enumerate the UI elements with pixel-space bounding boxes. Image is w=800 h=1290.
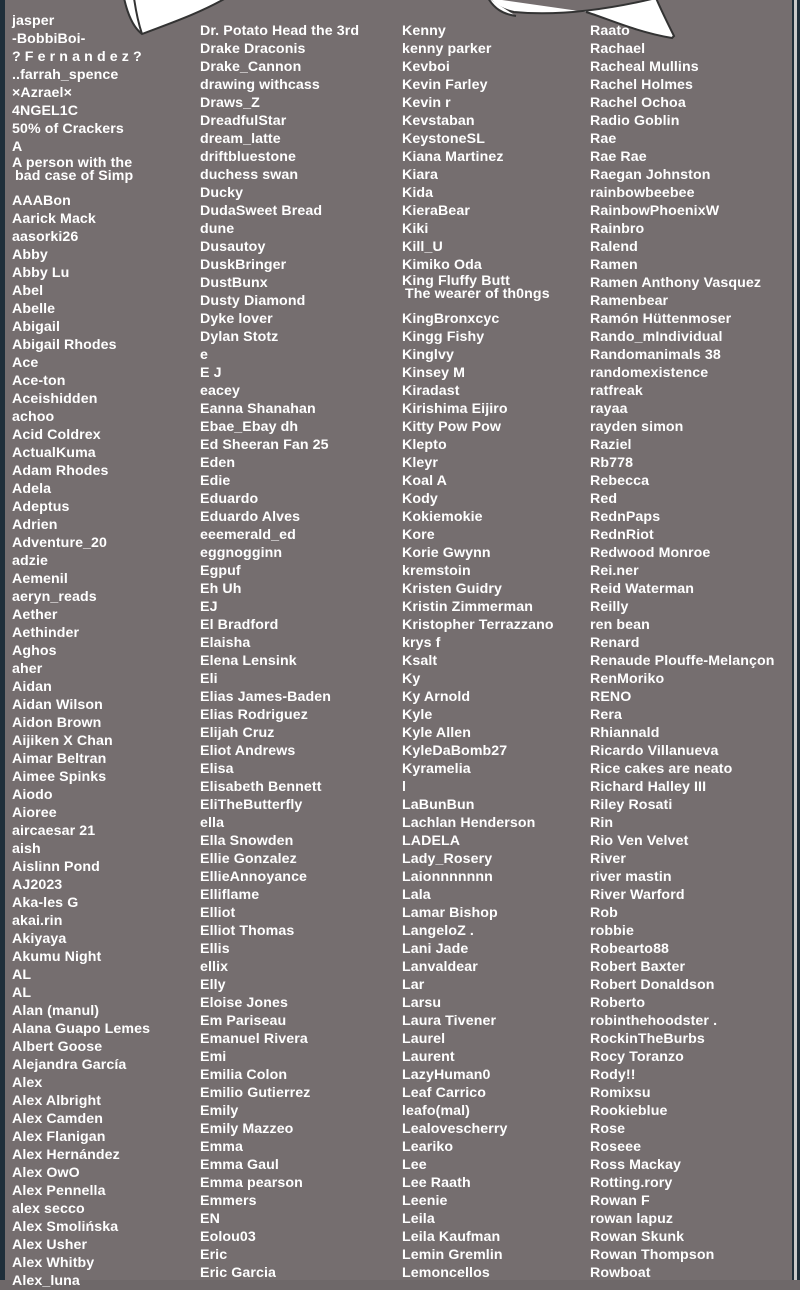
credit-name: Renaude Plouffe-Melançon	[590, 653, 775, 669]
credit-name: Akiyaya	[12, 931, 67, 947]
credit-name: -BobbiBoi-	[12, 31, 86, 47]
credit-name: Laionnnnnnn	[402, 869, 493, 885]
credit-name: Rae Rae	[590, 149, 647, 165]
credit-name: Koal A	[402, 473, 448, 489]
credit-name: adzie	[12, 553, 48, 569]
credit-name: aeryn_reads	[12, 589, 97, 605]
credit-name: Rachael	[590, 41, 646, 57]
credit-name: River	[590, 851, 626, 867]
credit-name: Ebae_Ebay dh	[200, 419, 299, 435]
credit-name: driftbluestone	[200, 149, 296, 165]
credit-name: Aidon Brown	[12, 715, 102, 731]
credit-name: Draws_Z	[200, 95, 260, 111]
credit-name: Aidan	[12, 679, 52, 695]
credit-name: Leariko	[402, 1139, 454, 1155]
credit-name-line-1: A person with the	[12, 155, 133, 171]
credit-name: Eloise Jones	[200, 995, 288, 1011]
credit-name: Kristin Zimmerman	[402, 599, 533, 615]
credit-name: Renard	[590, 635, 640, 651]
credit-name: Rookieblue	[590, 1103, 668, 1119]
credit-name: Kimiko Oda	[402, 257, 482, 273]
credit-name: akai.rin	[12, 913, 63, 929]
credit-name: Kody	[402, 491, 438, 507]
credit-name: Kevin r	[402, 95, 451, 111]
credit-name: Lar	[402, 977, 425, 993]
credit-name: RockinTheBurbs	[590, 1031, 705, 1047]
credit-name: DreadfulStar	[200, 113, 287, 129]
credit-name: Lamar Bishop	[402, 905, 498, 921]
credit-name: Laurent	[402, 1049, 455, 1065]
credit-name: ×Azrael×	[12, 85, 72, 101]
credit-name: Dr. Potato Head the 3rd	[200, 23, 360, 39]
credit-name: Rocy Toranzo	[590, 1049, 684, 1065]
credit-name: Rebecca	[590, 473, 650, 489]
credit-name: Rando_mIndividual	[590, 329, 723, 345]
credit-name: Romixsu	[590, 1085, 651, 1101]
credit-name: Lani Jade	[402, 941, 469, 957]
credit-name: Ricardo Villanueva	[590, 743, 719, 759]
credit-name: Rowan Thompson	[590, 1247, 715, 1263]
credit-name: Kiana Martinez	[402, 149, 504, 165]
credit-name-line-2: The wearer of th0ngs	[405, 286, 550, 302]
credit-name: Eli	[200, 671, 218, 687]
credit-name: aasorki26	[12, 229, 79, 245]
credit-name: Lala	[402, 887, 431, 903]
credit-name: Rachel Holmes	[590, 77, 694, 93]
credit-name: Emilio Gutierrez	[200, 1085, 311, 1101]
credit-name: Emma	[200, 1139, 243, 1155]
credit-name: Ramón Hüttenmoser	[590, 311, 732, 327]
credit-name: 50% of Crackers	[12, 121, 124, 137]
credit-name: Adrien	[12, 517, 58, 533]
credit-name: Elliot	[200, 905, 236, 921]
credit-name: Edie	[200, 473, 231, 489]
credit-name: Lachlan Henderson	[402, 815, 536, 831]
credit-name: Albert Goose	[12, 1039, 103, 1055]
credit-name: Raegan Johnston	[590, 167, 711, 183]
credit-name: Robert Baxter	[590, 959, 686, 975]
credit-name: Adventure_20	[12, 535, 108, 551]
credit-name: Adam Rhodes	[12, 463, 109, 479]
credit-name: Alex Flanigan	[12, 1129, 106, 1145]
credit-name: Dyke lover	[200, 311, 273, 327]
credit-name: ? F e r n a n d e z ?	[12, 49, 142, 65]
credit-name: Ksalt	[402, 653, 438, 669]
credit-name: Kenny	[402, 23, 446, 39]
credit-name: Kinsey M	[402, 365, 466, 381]
credit-name: Aiodo	[12, 787, 53, 803]
credit-name: Aethinder	[12, 625, 80, 641]
credit-name: River Warford	[590, 887, 685, 903]
credit-name: Kinglvy	[402, 347, 454, 363]
credit-name: Aka-les G	[12, 895, 79, 911]
credit-name: Rowboat	[590, 1265, 651, 1281]
credit-name: Eric Garcia	[200, 1265, 277, 1281]
credit-name: DudaSweet Bread	[200, 203, 323, 219]
credit-name: Elisa	[200, 761, 234, 777]
credit-name: Emi	[200, 1049, 227, 1065]
credit-name: river mastin	[590, 869, 672, 885]
credit-name: Ralend	[590, 239, 638, 255]
credit-name: EliTheButterfly	[200, 797, 303, 813]
credit-name: Lee Raath	[402, 1175, 471, 1191]
credit-name: RENO	[590, 689, 632, 705]
credit-name: Elisabeth Bennett	[200, 779, 322, 795]
credit-name: drawing withcass	[200, 77, 320, 93]
credit-name: Eric	[200, 1247, 228, 1263]
credit-name: Lady_Rosery	[402, 851, 493, 867]
credit-name: RenMoriko	[590, 671, 665, 687]
credits-column-3	[402, 22, 554, 1282]
credit-name: Riley Rosati	[590, 797, 673, 813]
credit-name: Redwood Monroe	[590, 545, 711, 561]
credit-name: Lealovescherry	[402, 1121, 508, 1137]
credit-name: Lemoncellos	[402, 1265, 490, 1281]
credit-name: Aidan Wilson	[12, 697, 103, 713]
credit-name: Ellis	[200, 941, 230, 957]
credit-name: Ky	[402, 671, 421, 687]
credit-name: Elijah Cruz	[200, 725, 275, 741]
credit-name: duchess swan	[200, 167, 299, 183]
credit-name: Kyramelia	[402, 761, 471, 777]
credit-name: RednPaps	[590, 509, 661, 525]
credit-name: Kiara	[402, 167, 438, 183]
credit-name: Rhiannald	[590, 725, 660, 741]
credit-name: Abigail	[12, 319, 60, 335]
credit-name: Emily Mazzeo	[200, 1121, 294, 1137]
credit-name: Kevboi	[402, 59, 450, 75]
credit-name: Korie Gwynn	[402, 545, 491, 561]
credit-name: eggnogginn	[200, 545, 283, 561]
credit-name: Ella Snowden	[200, 833, 294, 849]
credit-name: rainbowbeebee	[590, 185, 695, 201]
credit-name: Emily	[200, 1103, 239, 1119]
credit-name: Ellie Gonzalez	[200, 851, 297, 867]
credit-name: Larsu	[402, 995, 442, 1011]
credit-name: Leenie	[402, 1193, 448, 1209]
credit-name: Kleyr	[402, 455, 438, 471]
credit-name: Acid Coldrex	[12, 427, 101, 443]
credit-name: Lee	[402, 1157, 427, 1173]
credit-name: Rotting.rory	[590, 1175, 673, 1191]
credit-name: Aijiken X Chan	[12, 733, 113, 749]
credit-name: EN	[200, 1211, 220, 1227]
credit-name: Roberto	[590, 995, 646, 1011]
credit-name: leafo(mal)	[402, 1103, 471, 1119]
credit-name: Elly	[200, 977, 226, 993]
credit-name: e	[200, 347, 208, 363]
credit-name: Elliflame	[200, 887, 260, 903]
credit-name: Kevstaban	[402, 113, 475, 129]
credit-name: Ace	[12, 355, 39, 371]
credit-name: AJ2023	[12, 877, 63, 893]
credit-name: Rera	[590, 707, 622, 723]
credit-name: Lanvaldear	[402, 959, 478, 975]
credit-name: LangeloZ .	[402, 923, 474, 939]
credit-name: l	[402, 779, 407, 795]
credit-name: Rob	[590, 905, 618, 921]
credit-name: Roseee	[590, 1139, 642, 1155]
credit-name: Elias James-Baden	[200, 689, 332, 705]
credit-name: Drake Draconis	[200, 41, 306, 57]
credit-name: Rb778	[590, 455, 634, 471]
credit-name: KyleDaBomb27	[402, 743, 508, 759]
credit-name: rowan lapuz	[590, 1211, 674, 1227]
left-border	[0, 0, 5, 1280]
credit-name: EJ	[200, 599, 218, 615]
credit-name: Rae	[590, 131, 617, 147]
credit-name: Elias Rodriguez	[200, 707, 308, 723]
credit-name: Ace-ton	[12, 373, 66, 389]
credit-name: Rei.ner	[590, 563, 639, 579]
credit-name: E J	[200, 365, 222, 381]
credit-name: Robearto88	[590, 941, 670, 957]
credit-name: Aarick Mack	[12, 211, 96, 227]
credit-name: Abel	[12, 283, 44, 299]
credit-name: Ramenbear	[590, 293, 669, 309]
credit-name: Richard Halley III	[590, 779, 707, 795]
credit-name: Egpuf	[200, 563, 241, 579]
credit-name: Elena Lensink	[200, 653, 297, 669]
credit-name: Aimar Beltran	[12, 751, 107, 767]
right-scrollbar[interactable]	[792, 0, 800, 1280]
credit-name: Alex Pennella	[12, 1183, 106, 1199]
credit-name: Reilly	[590, 599, 629, 615]
credit-name: Laura Tivener	[402, 1013, 497, 1029]
credit-name: eacey	[200, 383, 240, 399]
credit-name: Klepto	[402, 437, 447, 453]
credit-name: Alana Guapo Lemes	[12, 1021, 151, 1037]
credit-name: Eolou03	[200, 1229, 256, 1245]
credit-name: Eduardo Alves	[200, 509, 301, 525]
credit-name: Emilia Colon	[200, 1067, 288, 1083]
credit-name: Kill_U	[402, 239, 443, 255]
credit-name: Alex	[12, 1075, 43, 1091]
credit-name: Rainbro	[590, 221, 645, 237]
credit-name: Radio Goblin	[590, 113, 680, 129]
credit-name: Alex Camden	[12, 1111, 103, 1127]
credit-name: Robert Donaldson	[590, 977, 715, 993]
credit-name: Leila	[402, 1211, 435, 1227]
credit-name: Aislinn Pond	[12, 859, 100, 875]
credit-name: Eden	[200, 455, 236, 471]
credit-name: Aghos	[12, 643, 57, 659]
credit-name: Alex Hernández	[12, 1147, 120, 1163]
credit-name: LazyHuman0	[402, 1067, 491, 1083]
credit-name: Alex OwO	[12, 1165, 80, 1181]
credit-name: Kokiemokie	[402, 509, 483, 525]
credit-name: A	[12, 139, 23, 155]
credit-name: Kitty Pow Pow	[402, 419, 502, 435]
credit-name	[402, 274, 554, 310]
credit-name: Leaf Carrico	[402, 1085, 486, 1101]
credit-name: Alex_luna	[12, 1273, 80, 1289]
credit-name: ActualKuma	[12, 445, 96, 461]
credit-name: Ramen Anthony Vasquez	[590, 275, 762, 291]
credit-name: 4NGEL1C	[12, 103, 79, 119]
credit-name: Rice cakes are neato	[590, 761, 733, 777]
credit-name: Aemenil	[12, 571, 68, 587]
credit-name: randomexistence	[590, 365, 709, 381]
credit-name: KieraBear	[402, 203, 470, 219]
credit-name: alex secco	[12, 1201, 85, 1217]
credit-name: Leila Kaufman	[402, 1229, 501, 1245]
credit-name: Kida	[402, 185, 434, 201]
credit-name: aher	[12, 661, 43, 677]
credit-name: LaBunBun	[402, 797, 475, 813]
credit-name: Dusautoy	[200, 239, 266, 255]
credit-name: eeemerald_ed	[200, 527, 296, 543]
credit-name: krys f	[402, 635, 441, 651]
credit-name: Rody!!	[590, 1067, 636, 1083]
credit-name: Dusty Diamond	[200, 293, 306, 309]
credit-name: Alex Smolińska	[12, 1219, 119, 1235]
credit-name: KeystoneSL	[402, 131, 485, 147]
credit-name: ellix	[200, 959, 229, 975]
credit-name: dream_latte	[200, 131, 281, 147]
credit-name: EllieAnnoyance	[200, 869, 308, 885]
credit-name: Rose	[590, 1121, 626, 1137]
credit-name: ..farrah_spence	[12, 67, 119, 83]
credit-name: Kyle Allen	[402, 725, 472, 741]
credits-column-2	[200, 22, 359, 1282]
credit-name: Akumu Night	[12, 949, 102, 965]
credit-name: Aceishidden	[12, 391, 98, 407]
credit-name: Alex Whitby	[12, 1255, 95, 1271]
credit-name: El Bradford	[200, 617, 279, 633]
credit-name: Kiki	[402, 221, 429, 237]
credit-name: Kyle	[402, 707, 433, 723]
credit-name: RednRiot	[590, 527, 654, 543]
credit-name: Aimee Spinks	[12, 769, 107, 785]
credit-name: Emmers	[200, 1193, 257, 1209]
credit-name: Eduardo	[200, 491, 259, 507]
credit-name: kenny parker	[402, 41, 492, 57]
credit-name: robinthehoodster .	[590, 1013, 718, 1029]
credit-name: Rachel Ochoa	[590, 95, 686, 111]
credit-name: Ducky	[200, 185, 244, 201]
credit-name: Abelle	[12, 301, 56, 317]
credit-name: Adela	[12, 481, 52, 497]
credit-name: Lemin Gremlin	[402, 1247, 503, 1263]
credit-name: Ky Arnold	[402, 689, 471, 705]
credit-name: DustBunx	[200, 275, 268, 291]
credit-name: Elliot Thomas	[200, 923, 295, 939]
credit-name: RainbowPhoenixW	[590, 203, 720, 219]
credit-name: Em Pariseau	[200, 1013, 287, 1029]
credit-name: kremstoin	[402, 563, 471, 579]
credit-name: Drake_Cannon	[200, 59, 302, 75]
credit-name: Randomanimals 38	[590, 347, 721, 363]
credit-name: Ed Sheeran Fan 25	[200, 437, 329, 453]
credit-name: Alejandra García	[12, 1057, 127, 1073]
credit-name: Ross Mackay	[590, 1157, 682, 1173]
credit-name: ratfreak	[590, 383, 643, 399]
credit-name: Emanuel Rivera	[200, 1031, 308, 1047]
credit-name: rayaa	[590, 401, 628, 417]
credit-name: Kristen Guidry	[402, 581, 502, 597]
credit-name: dune	[200, 221, 235, 237]
credit-name: ren bean	[590, 617, 650, 633]
credit-name: rayden simon	[590, 419, 684, 435]
credit-name: Rin	[590, 815, 614, 831]
credit-name: Kristopher Terrazzano	[402, 617, 554, 633]
credit-name: Dylan Stotz	[200, 329, 279, 345]
credit-name: Abigail Rhodes	[12, 337, 117, 353]
credit-name: Red	[590, 491, 618, 507]
credit-name: Alex Albright	[12, 1093, 102, 1109]
credit-name: Reid Waterman	[590, 581, 695, 597]
credit-name: DuskBringer	[200, 257, 287, 273]
credit-name: Elaisha	[200, 635, 251, 651]
credit-name: Eh Uh	[200, 581, 242, 597]
credits-column-1	[12, 12, 150, 1290]
credit-name: AAABon	[12, 193, 71, 209]
credit-name: Rowan Skunk	[590, 1229, 685, 1245]
credit-name: Eliot Andrews	[200, 743, 296, 759]
credit-name: Eanna Shanahan	[200, 401, 316, 417]
credit-name: robbie	[590, 923, 634, 939]
credit-name: Kiradast	[402, 383, 460, 399]
credit-name: LADELA	[402, 833, 461, 849]
credit-name: Abby	[12, 247, 48, 263]
credit-name: Raato	[590, 23, 630, 39]
credit-name: Adeptus	[12, 499, 70, 515]
credit-name: Aioree	[12, 805, 57, 821]
credit-name: achoo	[12, 409, 55, 425]
credit-name: Kore	[402, 527, 435, 543]
credit-name: Kirishima Eijiro	[402, 401, 508, 417]
credit-name: Emma pearson	[200, 1175, 303, 1191]
credit-name: Rowan F	[590, 1193, 650, 1209]
credit-name: ella	[200, 815, 225, 831]
credit-name: KingBronxcyc	[402, 311, 500, 327]
credit-name: aish	[12, 841, 41, 857]
credit-name: AL	[12, 967, 32, 983]
credit-name	[12, 156, 150, 192]
credit-name: Kevin Farley	[402, 77, 488, 93]
credit-name: aircaesar 21	[12, 823, 96, 839]
credit-name-line-1: King Fluffy Butt	[402, 273, 510, 289]
credit-name: Racheal Mullins	[590, 59, 699, 75]
credit-name: Abby Lu	[12, 265, 70, 281]
credit-name: Aether	[12, 607, 58, 623]
credit-name: Laurel	[402, 1031, 446, 1047]
credit-name: Alex Usher	[12, 1237, 88, 1253]
credit-name: Alan (manul)	[12, 1003, 100, 1019]
credit-name: Kingg Fishy	[402, 329, 485, 345]
credit-name: Raziel	[590, 437, 632, 453]
credit-name: Ramen	[590, 257, 638, 273]
credit-name-line-2: bad case of Simp	[15, 168, 134, 184]
credit-name: AL	[12, 985, 32, 1001]
credits-column-4	[590, 22, 775, 1282]
credit-name: jasper	[12, 13, 55, 29]
credit-name: Rio Ven Velvet	[590, 833, 689, 849]
credit-name: Emma Gaul	[200, 1157, 279, 1173]
